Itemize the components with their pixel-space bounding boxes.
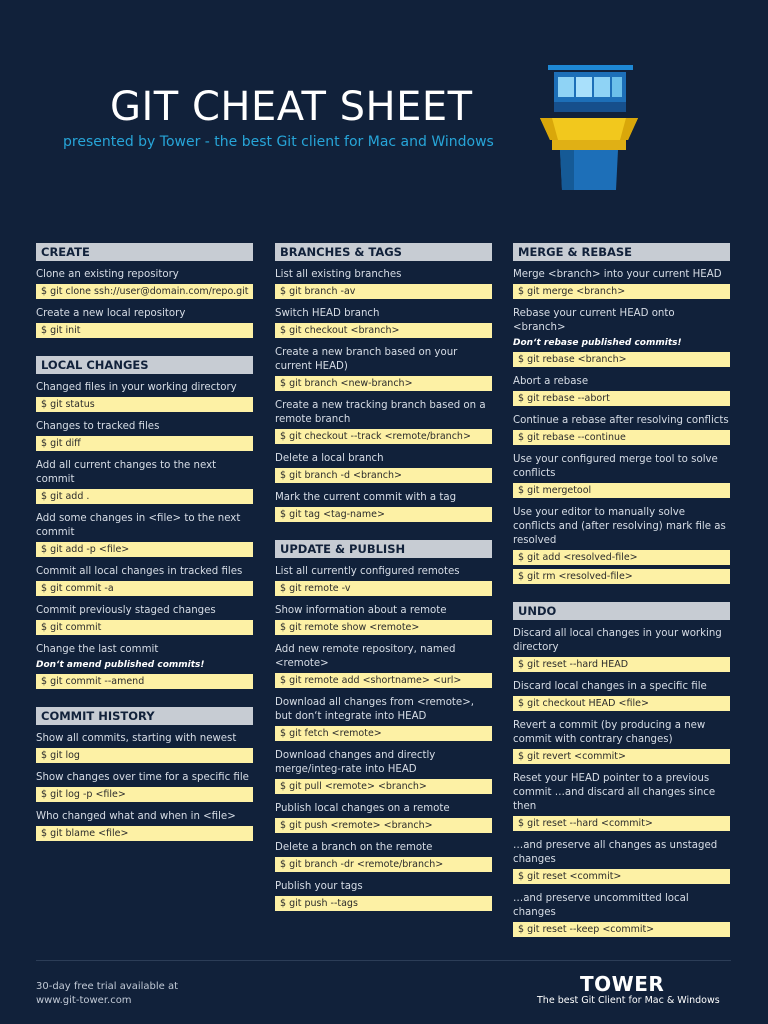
item-description: List all existing branches <box>275 269 402 280</box>
cheat-item <box>36 643 253 689</box>
cheat-item <box>275 802 492 833</box>
cheat-item <box>36 810 253 841</box>
command-snippet: $ git revert <commit> <box>513 749 730 764</box>
command-snippet: $ git pull <remote> <branch> <box>275 779 492 794</box>
item-description: Changed files in your working directory <box>36 382 237 393</box>
item-description: Download all changes from <remote>, but don‘t integrate into HEAD <box>275 697 474 722</box>
command-snippet: $ git commit <box>36 620 253 635</box>
cheat-item <box>513 680 730 711</box>
command-snippet: $ git status <box>36 397 253 412</box>
item-description: Add some changes in <file> to the next commit <box>36 513 241 538</box>
item-description: Merge <branch> into your current HEAD <box>513 269 722 280</box>
item-description: …and preserve all changes as unstaged changes <box>513 840 718 865</box>
command-snippet: $ git rm <resolved-file> <box>513 569 730 584</box>
item-description: Commit previously staged changes <box>36 605 216 616</box>
command-snippet: $ git checkout --track <remote/branch> <box>275 429 492 444</box>
section-header: COMMIT HISTORY <box>36 707 253 725</box>
section-update-publish <box>275 540 492 911</box>
trial-info <box>36 980 178 1008</box>
item-description: Create a new tracking branch based on a remote branch <box>275 400 486 425</box>
section-header: LOCAL CHANGES <box>36 356 253 374</box>
item-description: Changes to tracked files <box>36 421 160 432</box>
cheat-item <box>275 643 492 688</box>
command-snippet: $ git add <resolved-file> <box>513 550 730 565</box>
cheat-item <box>513 839 730 884</box>
column-3 <box>513 243 730 955</box>
cheat-item <box>275 841 492 872</box>
command-snippet: $ git branch -dr <remote/branch> <box>275 857 492 872</box>
page-subtitle: presented by Tower - the best Git client for Mac and Windows <box>63 134 494 150</box>
item-description: Publish local changes on a remote <box>275 803 450 814</box>
column-2 <box>275 243 492 929</box>
cheat-item <box>275 604 492 635</box>
cheat-item <box>513 453 730 498</box>
item-description: Discard local changes in a specific file <box>513 681 707 692</box>
command-snippet: $ git push <remote> <branch> <box>275 818 492 833</box>
cheat-item <box>275 268 492 299</box>
item-description: Change the last commit <box>36 644 159 655</box>
section-undo <box>513 602 730 937</box>
command-snippet: $ git checkout HEAD <file> <box>513 696 730 711</box>
item-description: Create a new branch based on your current HEAD) <box>275 347 458 372</box>
cheat-item <box>513 414 730 445</box>
command-snippet: $ git branch <new-branch> <box>275 376 492 391</box>
page-title: GIT CHEAT SHEET <box>110 84 473 130</box>
command-snippet: $ git log <box>36 748 253 763</box>
command-snippet: $ git push --tags <box>275 896 492 911</box>
cheat-item <box>36 565 253 596</box>
item-description: Revert a commit (by producing a new commit with contrary changes) <box>513 720 706 745</box>
section-commit-history <box>36 707 253 841</box>
cheat-item <box>36 268 253 299</box>
footer-divider <box>36 960 731 961</box>
cheat-item <box>513 627 730 672</box>
command-snippet: $ git branch -av <box>275 284 492 299</box>
item-description: Use your editor to manually solve conflicts and (after resolving) mark file as resolved <box>513 507 726 546</box>
item-description: Add new remote repository, named <remote> <box>275 644 456 669</box>
item-description: Discard all local changes in your working directory <box>513 628 722 653</box>
brand-tagline: The best Git Client for Mac & Windows <box>537 995 720 1006</box>
item-description: Who changed what and when in <file> <box>36 811 236 822</box>
item-description: Add all current changes to the next commit <box>36 460 217 485</box>
section-header: MERGE & REBASE <box>513 243 730 261</box>
item-description: Delete a branch on the remote <box>275 842 433 853</box>
item-description: Continue a rebase after resolving conflicts <box>513 415 729 426</box>
item-description: Download changes and directly merge/integ-rate into HEAD <box>275 750 436 775</box>
item-description: Mark the current commit with a tag <box>275 492 457 503</box>
trial-url[interactable]: www.git-tower.com <box>36 995 132 1006</box>
item-description: Show all commits, starting with newest <box>36 733 237 744</box>
column-1 <box>36 243 253 859</box>
item-warning-note: Don‘t amend published commits! <box>36 660 205 670</box>
item-description: Clone an existing repository <box>36 269 179 280</box>
cheat-item <box>275 565 492 596</box>
command-snippet: $ git rebase <branch> <box>513 352 730 367</box>
command-snippet: $ git tag <tag-name> <box>275 507 492 522</box>
section-merge-rebase <box>513 243 730 584</box>
cheat-item <box>36 604 253 635</box>
cheat-item <box>275 491 492 522</box>
cheat-item <box>36 459 253 504</box>
item-description: Abort a rebase <box>513 376 589 387</box>
item-description: List all currently configured remotes <box>275 566 460 577</box>
cheat-item <box>275 346 492 391</box>
command-snippet: $ git diff <box>36 436 253 451</box>
cheat-item <box>36 512 253 557</box>
section-header: BRANCHES & TAGS <box>275 243 492 261</box>
section-branches-tags <box>275 243 492 522</box>
cheat-item <box>36 732 253 763</box>
item-description: Reset your HEAD pointer to a previous commit …and discard all changes since then <box>513 773 716 812</box>
command-snippet: $ git rebase --abort <box>513 391 730 406</box>
item-description: Delete a local branch <box>275 453 384 464</box>
command-snippet: $ git remote show <remote> <box>275 620 492 635</box>
command-snippet: $ git mergetool <box>513 483 730 498</box>
command-snippet: $ git init <box>36 323 253 338</box>
item-description: Show information about a remote <box>275 605 447 616</box>
command-snippet: $ git clone ssh://user@domain.com/repo.git <box>36 284 253 299</box>
command-snippet: $ git commit -a <box>36 581 253 596</box>
item-description: Commit all local changes in tracked files <box>36 566 243 577</box>
item-description: Switch HEAD branch <box>275 308 380 319</box>
section-header: CREATE <box>36 243 253 261</box>
cheat-item <box>513 719 730 764</box>
cheat-item <box>275 399 492 444</box>
cheat-item <box>513 772 730 831</box>
command-snippet: $ git blame <file> <box>36 826 253 841</box>
command-snippet: $ git remote -v <box>275 581 492 596</box>
command-snippet: $ git add . <box>36 489 253 504</box>
command-snippet: $ git add -p <file> <box>36 542 253 557</box>
cheat-item <box>36 771 253 802</box>
item-description: …and preserve uncommitted local changes <box>513 893 689 918</box>
section-header: UPDATE & PUBLISH <box>275 540 492 558</box>
cheat-item <box>275 696 492 741</box>
cheat-item <box>513 506 730 584</box>
command-snippet: $ git branch -d <branch> <box>275 468 492 483</box>
command-snippet: $ git checkout <branch> <box>275 323 492 338</box>
section-create <box>36 243 253 338</box>
command-snippet: $ git reset --hard <commit> <box>513 816 730 831</box>
cheat-item <box>36 307 253 338</box>
cheat-item <box>275 749 492 794</box>
cheat-item <box>513 892 730 937</box>
cheat-item <box>513 268 730 299</box>
tower-logo-icon <box>538 62 640 192</box>
item-description: Show changes over time for a specific file <box>36 772 249 783</box>
brand-name: TOWER <box>580 972 665 996</box>
cheat-item <box>275 452 492 483</box>
command-snippet: $ git commit --amend <box>36 674 253 689</box>
cheat-item <box>275 880 492 911</box>
cheat-item <box>275 307 492 338</box>
item-description: Use your configured merge tool to solve conflicts <box>513 454 718 479</box>
item-description: Rebase your current HEAD onto <branch> <box>513 308 675 333</box>
section-header: UNDO <box>513 602 730 620</box>
section-local-changes <box>36 356 253 689</box>
item-description: Create a new local repository <box>36 308 186 319</box>
command-snippet: $ git rebase --continue <box>513 430 730 445</box>
cheat-item <box>513 375 730 406</box>
cheat-item <box>513 307 730 367</box>
command-snippet: $ git remote add <shortname> <url> <box>275 673 492 688</box>
cheat-item <box>36 420 253 451</box>
command-snippet: $ git reset <commit> <box>513 869 730 884</box>
command-snippet: $ git reset --keep <commit> <box>513 922 730 937</box>
command-snippet: $ git reset --hard HEAD <box>513 657 730 672</box>
command-snippet: $ git log -p <file> <box>36 787 253 802</box>
item-description: Publish your tags <box>275 881 363 892</box>
cheat-item <box>36 381 253 412</box>
trial-text: 30-day free trial available at <box>36 981 179 992</box>
command-snippet: $ git merge <branch> <box>513 284 730 299</box>
item-warning-note: Don‘t rebase published commits! <box>513 338 682 348</box>
command-snippet: $ git fetch <remote> <box>275 726 492 741</box>
